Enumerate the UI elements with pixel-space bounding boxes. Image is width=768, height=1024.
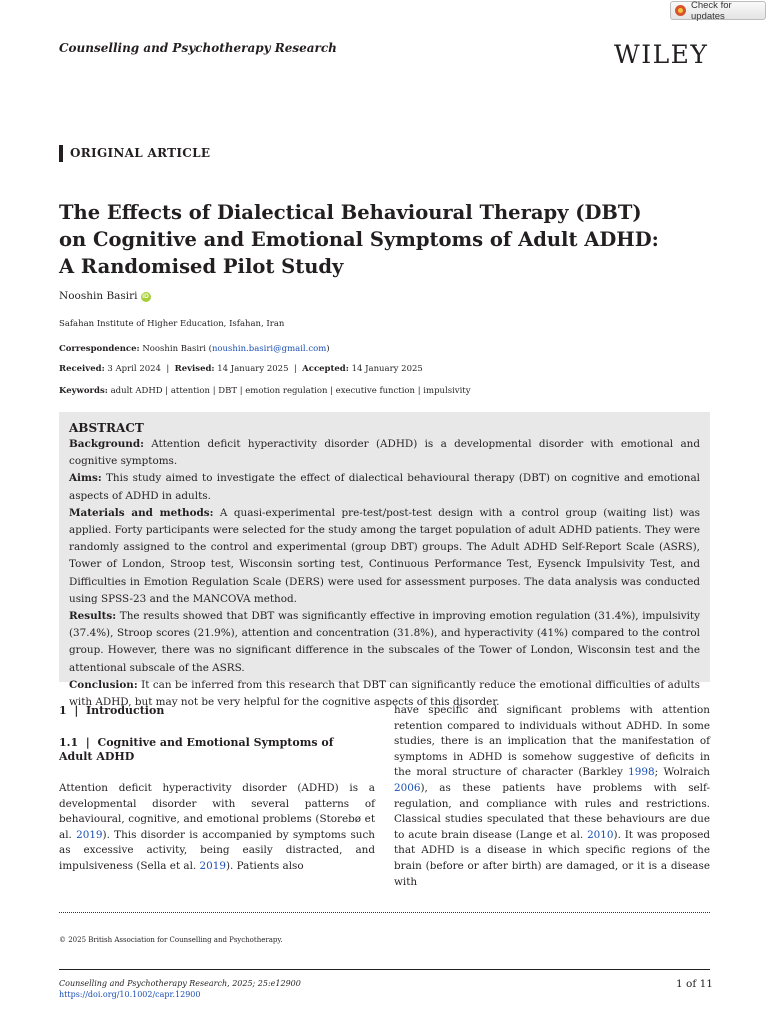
subsection-heading: 1.1 | Cognitive and Emotional Symptoms of Adult ADHD xyxy=(59,736,338,763)
revised-label: Revised: xyxy=(174,364,215,374)
correspondence xyxy=(59,344,330,354)
affiliation: Safahan Institute of Higher Education, Isfahan, Iran xyxy=(59,319,285,329)
keywords-list: adult ADHD | attention | DBT | emotion regulation | executive function | impulsivity xyxy=(110,386,471,396)
citation-link[interactable]: 2019 xyxy=(76,828,103,841)
section-heading-introduction: 1 | Introduction xyxy=(59,704,165,717)
citation-link[interactable]: 2010 xyxy=(587,828,614,841)
accepted-date: 14 January 2025 xyxy=(351,364,423,374)
author-name[interactable]: Nooshin Basiri xyxy=(59,290,138,302)
article-dates xyxy=(59,364,423,374)
correspondence-name: Nooshin Basiri ( xyxy=(142,344,212,354)
abstract-conclusion: Conclusion: It can be inferred from this research that DBT can significantly reduce the emotional difficulties of adults with ADHD, but may not be very helpful for the cognitive aspects of this disorder. xyxy=(69,678,700,709)
received-date: 3 April 2024 xyxy=(107,364,161,374)
article-type: ORIGINAL ARTICLE xyxy=(70,146,211,160)
abstract-heading: ABSTRACT xyxy=(69,421,144,435)
footer-doi-link[interactable]: https://doi.org/10.1002/capr.12900 xyxy=(59,990,201,999)
body-column-left: Attention deficit hyperactivity disorder (ADHD) is a developmental disorder with several patterns of behavioural, cognitive, and emotional problems (Storebø et al. 2019). This disorder is accompanied by symptoms such as excessive activity, being easily distracted, and impulsiveness (Sella et al. 2019). Patients also xyxy=(59,782,375,872)
citation-link[interactable]: 1998 xyxy=(628,766,655,779)
citation-link[interactable]: 2006 xyxy=(394,781,421,794)
correspondence-email-link[interactable]: noushin.basiri@gmail.com xyxy=(211,344,327,354)
crossmark-icon xyxy=(675,5,686,16)
correspondence-close: ) xyxy=(326,344,330,354)
received-label: Received: xyxy=(59,364,105,374)
publisher-logo: WILEY xyxy=(614,40,709,69)
accepted-label: Accepted: xyxy=(302,364,349,374)
author xyxy=(59,290,151,302)
body-column-right: have specific and significant problems with attention retention compared to individuals without ADHD. In some studies, there is an implication that the manifestation of symptoms in ADHD is somehow suggestive of deficits in the moral structure of character (Barkley 1998; Wolraich 2006), as these patients have problems with self-regulation, and compliance with rules and restrictions. Classical studies speculated that these behaviours are due to acute brain disease (Lange et al. 2010). It was proposed that ADHD is a disease in which specific regions of the brain (before or after birth) are damaged, or it is a disease with xyxy=(394,704,710,888)
abstract-aims: Aims: This study aimed to investigate the effect of dialectical behavioural therapy (DBT) on cognitive and emotional aspects of ADHD in adults. xyxy=(69,472,700,502)
orcid-icon[interactable]: iD xyxy=(142,293,149,300)
footer-citation: Counselling and Psychotherapy Research, 2025; 25:e12900 xyxy=(59,979,301,988)
abstract-results: Results: The results showed that DBT was significantly effective in improving emotion regulation (31.4%), impulsivity (37.4%), Stroop scores (21.9%), attention and concentration (31.8%), and hyperactivity (41%) compared to the control group. However, there was no significant difference in the subscales of the Tower of London, Wisconsin test and the attentional subscale of the ASRS. xyxy=(69,610,700,674)
title-line: A Randomised Pilot Study xyxy=(59,255,344,278)
footnote-divider xyxy=(59,912,710,913)
correspondence-label: Correspondence: xyxy=(59,344,140,354)
title-line: on Cognitive and Emotional Symptoms of Adult ADHD: xyxy=(59,228,659,251)
keywords xyxy=(59,386,471,396)
keywords-label: Keywords: xyxy=(59,386,108,396)
revised-date: 14 January 2025 xyxy=(217,364,289,374)
copyright-notice: © 2025 British Association for Counselling and Psychotherapy. xyxy=(59,936,283,944)
abstract-background: Background: Attention deficit hyperactivity disorder (ADHD) is a developmental disorder with emotional and cognitive symptoms. xyxy=(69,438,700,468)
title-line: The Effects of Dialectical Behavioural Therapy (DBT) xyxy=(59,201,642,224)
citation-link[interactable]: 2019 xyxy=(199,859,226,872)
date-separator: | xyxy=(166,364,170,374)
article-title xyxy=(59,199,699,280)
article-type-marker xyxy=(59,145,63,162)
abstract-methods: Materials and methods: A quasi-experimental pre-test/post-test design with a control group (waiting list) was applied. Forty participants were selected for the study among the target population of adult ADHD patients. They were randomly assigned to the control and experimental (group DBT) groups. The Adult ADHD Self-Report Scale (ASRS), Tower of London, Stroop test, Wisconsin sorting test, Continuous Performance Test, Eysenck Impulsivity Test, and Difficulties in Emotion Regulation Scale (DERS) were used for assessment purposes. The data analysis was conducted using SPSS-23 and the MANCOVA method. xyxy=(69,506,700,605)
check-for-updates-label: Check for updates xyxy=(691,0,732,22)
check-for-updates-button[interactable] xyxy=(670,1,766,20)
abstract-box xyxy=(59,412,710,709)
date-separator: | xyxy=(293,364,297,374)
footer-divider xyxy=(59,969,710,970)
page-number: 1 of 11 xyxy=(676,978,713,990)
journal-name: Counselling and Psychotherapy Research xyxy=(59,41,337,55)
